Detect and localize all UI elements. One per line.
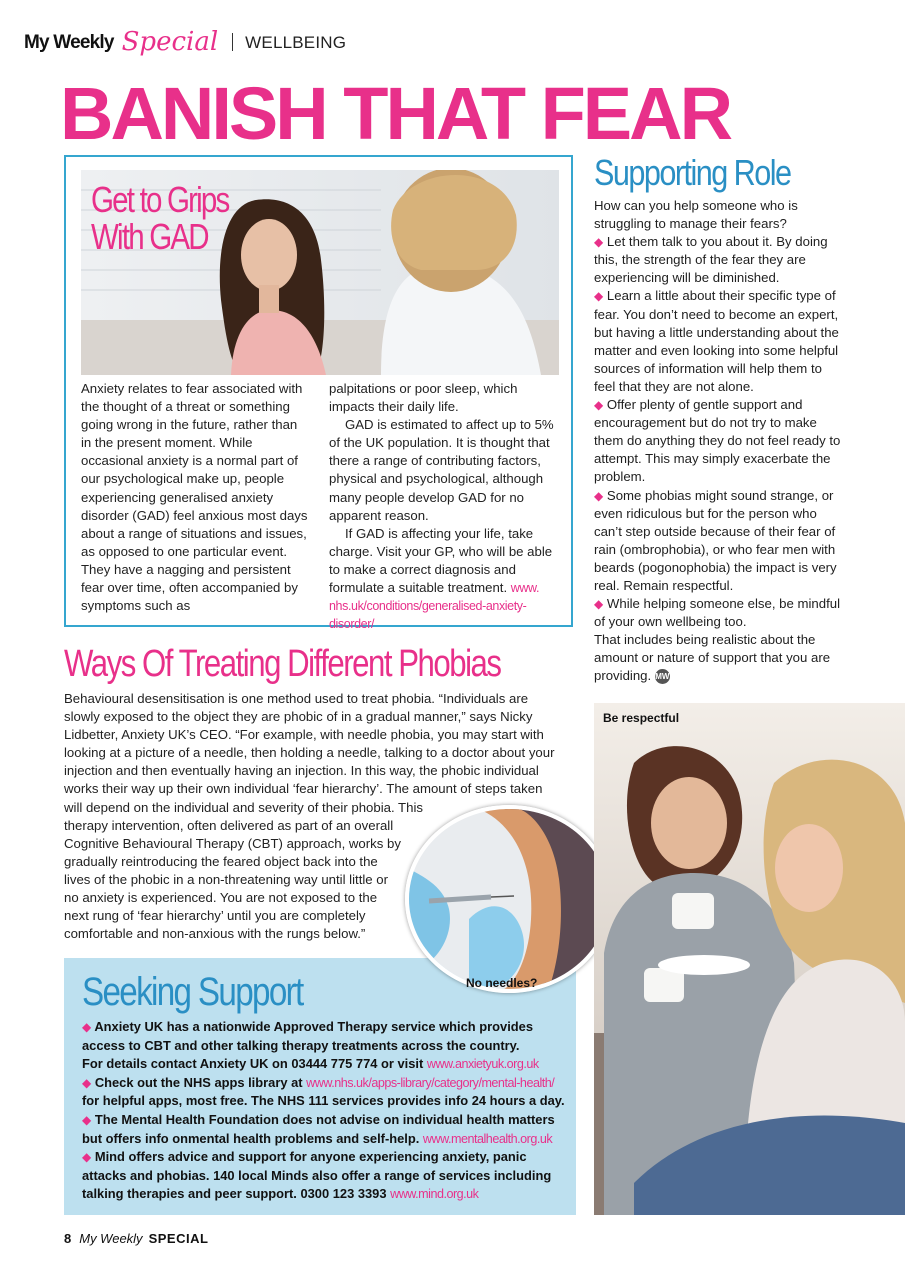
diamond-bullet-icon: ◆	[594, 235, 604, 250]
support-bullet	[594, 287, 846, 396]
ways-line: looking at a picture of a needle, then holding a needle, talking to a doctor about your	[64, 745, 555, 761]
seek-text: For details contact Anxiety UK on 03444 775 774 or visit	[82, 1056, 424, 1072]
seek-line	[82, 1111, 565, 1130]
seek-text: The Mental Health Foundation does not advise on individual health matters	[94, 1111, 555, 1127]
needle-photo	[405, 805, 613, 993]
anxietyuk-link[interactable]: www.anxietyuk.org.uk	[426, 1057, 539, 1072]
seek-line: attacks and phobias. 140 local Minds also offer a range of services including	[82, 1167, 552, 1183]
gad-paragraph-4-text: If GAD is affecting your life, take charge. Visit your GP, who will be able to make a correct diagnosis and formulate a suitable treatment.	[329, 525, 553, 596]
seek-text: Mind offers advice and support for anyone experiencing anxiety, panic	[94, 1149, 527, 1165]
nhs-apps-link[interactable]: www.nhs.uk/apps-library/category/mental-health/	[306, 1075, 555, 1090]
seeking-support-title: Seeking Support	[82, 970, 303, 1014]
seek-line	[82, 1074, 565, 1093]
gad-paragraph-4	[329, 525, 561, 634]
needle-photo-caption: No needles?	[466, 976, 538, 990]
support-bullet-text: Offer plenty of gentle support and encouragement but do not try to make them do anything they do not feel ready to attempt. This may simply exacerbate the problem.	[594, 397, 841, 485]
diamond-bullet-icon: ◆	[82, 1020, 92, 1034]
seek-text: Check out the NHS apps library at	[94, 1074, 303, 1090]
ways-line: works their way up their own individual ‘fear hierarchy’. The amount of steps taken	[64, 781, 543, 797]
gad-title-line2: With GAD	[91, 216, 208, 257]
support-bullet	[594, 233, 846, 287]
nhs-gad-link[interactable]: www.	[510, 581, 540, 596]
support-bullet-text: While helping someone else, be mindful of your own wellbeing too.	[594, 596, 841, 630]
ways-line: Lidbetter, Anxiety UK’s CEO. “For example, with needle phobia, you may start with	[64, 727, 544, 743]
injection-illustration	[409, 809, 609, 989]
supporting-role-title: Supporting Role	[594, 152, 791, 193]
supporting-role-text	[594, 197, 846, 686]
diamond-bullet-icon: ◆	[594, 398, 604, 413]
support-bullet	[594, 487, 846, 596]
seek-line	[82, 1018, 565, 1037]
page-number: 8	[64, 1231, 72, 1246]
gad-paragraph-1: Anxiety relates to fear associated with the thought of a threat or something going wrong in the future, rather than in the present moment. While occasional anxiety is a normal part of our psychological make up, people experiencing generalised anxiety disorder (GAD) feel anxious most days about a range of situations and issues, as opposed to one particular event. They have a nagging and persistent fear over time, often accompanied by symptoms such as	[81, 381, 308, 614]
ways-line: no anxiety is experienced. You are not exposed to the	[64, 890, 378, 906]
support-intro: How can you help someone who is struggling to manage their fears?	[594, 198, 798, 232]
support-bullet-text: Let them talk to you about it. By doing this, the strength of the fear they are experiencing will be diminished.	[594, 234, 828, 286]
seek-line	[82, 1130, 565, 1149]
support-bullet-text: Learn a little about their specific type of fear. You don’t need to become an expert, but having a little understanding about the matter and even looking into some helpful sources of information will help them to feel that they are not alone.	[594, 288, 839, 394]
seek-text: Anxiety UK has a nationwide Approved Therapy service which provides	[94, 1019, 533, 1034]
seek-line	[82, 1055, 565, 1074]
ways-line: Behavioural desensitisation is one method used to treat phobia. “Individuals are	[64, 691, 529, 706]
diamond-bullet-icon: ◆	[594, 488, 604, 503]
page-headline: BANISH THAT FEAR	[60, 72, 731, 155]
support-bullet	[594, 595, 846, 631]
seek-line: for helpful apps, most free. The NHS 111 services provides info 24 hours a day.	[82, 1093, 565, 1109]
support-closing-text: That includes being realistic about the amount or nature of support that you are providing.	[594, 632, 831, 684]
footer-special: SPECIAL	[148, 1231, 209, 1246]
ways-line: lives of the phobic in a non-threatening way until little or	[64, 871, 389, 887]
women-talking-photo	[594, 703, 905, 1215]
diamond-bullet-icon: ◆	[82, 1075, 92, 1090]
ways-line: slowly exposed to the object they are phobic of in a gradual manner,” says Nicky	[64, 709, 533, 725]
support-bullet	[594, 396, 846, 486]
gad-column-1	[81, 380, 309, 615]
right-photo-caption: Be respectful	[603, 711, 680, 725]
seeking-support-text	[82, 1018, 565, 1204]
gad-paragraph-2: palpitations or poor sleep, which impacts their daily life.	[329, 381, 518, 415]
section-label: WELLBEING	[245, 33, 347, 52]
seek-text: talking therapies and peer support. 0300 123 3393	[82, 1186, 387, 1202]
diamond-bullet-icon: ◆	[594, 289, 604, 304]
gad-column-2	[329, 380, 561, 633]
diamond-bullet-icon: ◆	[82, 1112, 92, 1127]
gad-title-line1: Get to Grips	[91, 179, 229, 220]
page-footer	[64, 1231, 208, 1246]
ways-line: therapy intervention, often delivered as part of an overall	[64, 817, 394, 833]
magazine-special-logo: Special	[121, 27, 219, 57]
masthead	[24, 14, 347, 57]
support-bullet-text: Some phobias might sound strange, or even ridiculous but for the person who can’t step outside because of their fear of rain (ombrophobia), or who fear men with beards (pogonophobia) the impact is very real. Remain respectful.	[594, 487, 837, 593]
mentalhealth-link[interactable]: www.mentalhealth.org.uk	[422, 1131, 553, 1146]
ways-line: injection and then eventually having an injection. In this way, the phobic individual	[64, 763, 539, 779]
header-divider	[232, 33, 233, 51]
gad-paragraph-3: GAD is estimated to affect up to 5% of the UK population. It is thought that there a range of contributing factors, physical and psychological, although many people develop GAD for no apparent reason.	[329, 417, 554, 523]
seek-text: but offers info onmental health problems and self-help.	[82, 1130, 420, 1146]
nhs-gad-link-line2[interactable]: nhs.uk/conditions/generalised-anxiety-disorder/	[329, 599, 527, 632]
women-talking-illustration	[594, 703, 905, 1215]
mind-link[interactable]: www.mind.org.uk	[390, 1187, 479, 1202]
magazine-title: My Weekly	[24, 32, 114, 53]
ways-of-treating-title: Ways Of Treating Different Phobias	[64, 643, 501, 685]
gad-title	[91, 181, 228, 255]
seek-line	[82, 1185, 565, 1204]
ways-line: gradually reintroducing the feared object back into the	[64, 853, 378, 869]
support-closing	[594, 631, 846, 685]
diamond-bullet-icon: ◆	[82, 1150, 92, 1165]
ways-line: will depend on the individual and severity of their phobia. This	[64, 799, 423, 815]
seek-line	[82, 1148, 565, 1167]
seek-line: access to CBT and other talking therapy treatments across the country.	[82, 1037, 520, 1053]
footer-magazine: My Weekly	[79, 1231, 143, 1246]
ways-line: Cognitive Behavioural Therapy (CBT) approach, works by	[64, 835, 401, 851]
diamond-bullet-icon: ◆	[594, 597, 604, 612]
ways-line: next rung of ‘fear hierarchy’ until you are completely	[64, 908, 366, 924]
mw-end-badge-icon: MW	[655, 669, 670, 684]
ways-line: comfortable and non-anxious with the rungs below.”	[64, 926, 366, 942]
